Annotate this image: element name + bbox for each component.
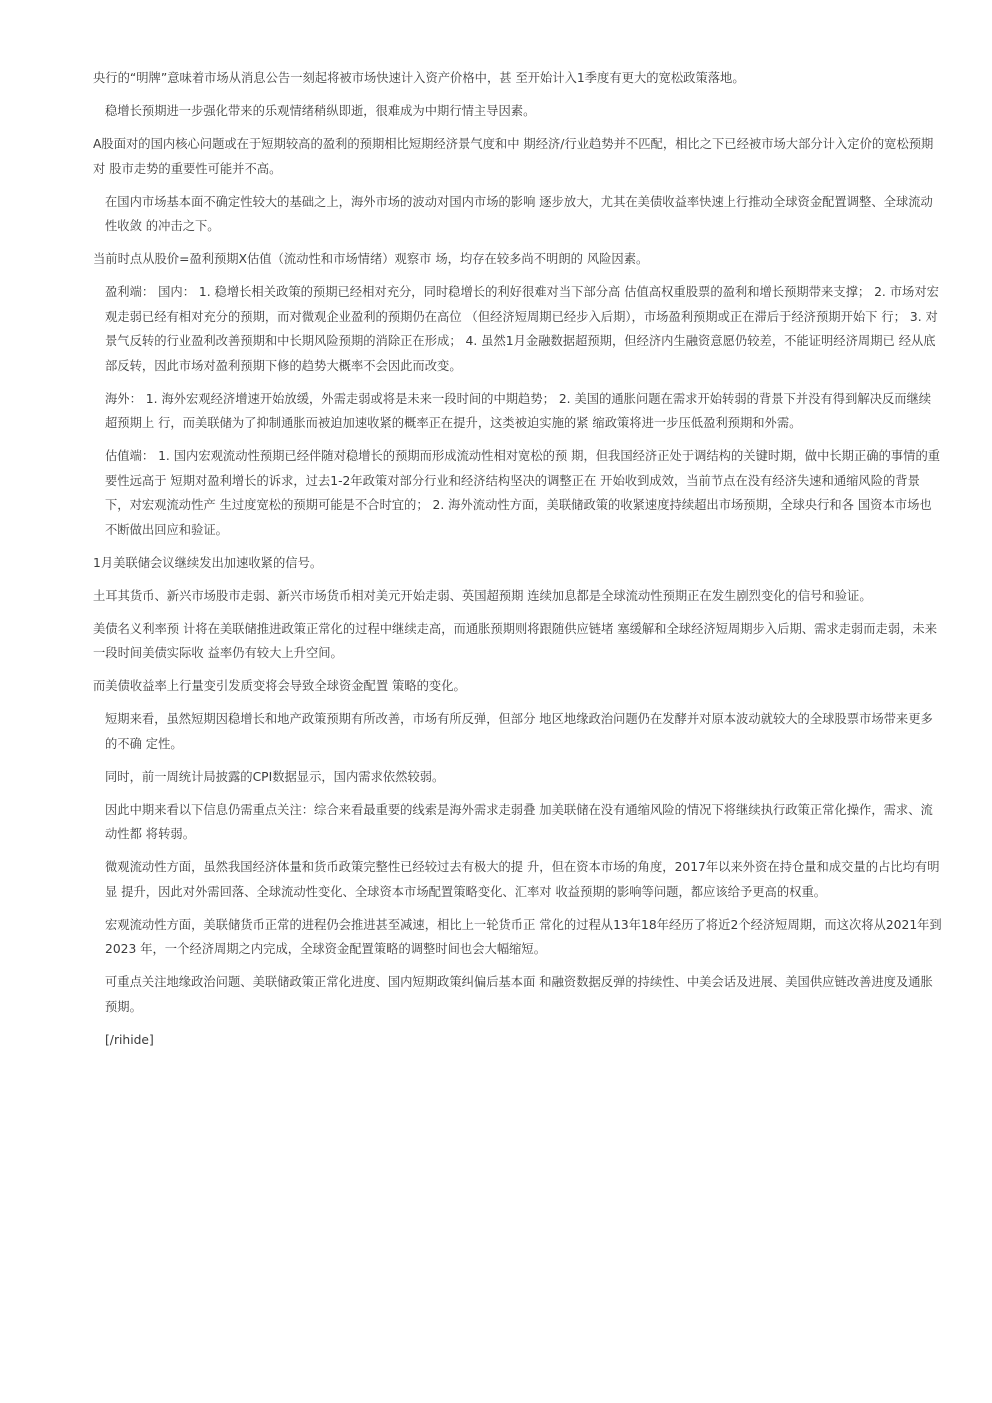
paragraph-cpi-data: 同时，前一周统计局披露的CPI数据显示，国内需求依然较弱。 <box>105 769 445 784</box>
paragraph-valuation: 估值端： 1. 国内宏观流动性预期已经伴随对稳增长的预期而形成流动性相对宽松的预 期，但我国经济正处于调结构的关键时期，做中长期正确的事情的重要性远高于 短期对盈利增长的诉求，过去1-2年政策对部分行业和经济结构坚决的调整正在 开始收到成效，当前节点在没有经济失速和通缩风险的背景下，对宏观流动性产 生过度宽松的预期可能是不合时宜的； 2. 海外流动性方面，美联储政策的收紧速度持续超出市场预期，全球央行和各 国资本市场也不断做出回应和验证。 <box>105 449 941 537</box>
paragraph-earnings-domestic: 盈利端： 国内： 1. 稳增长相关政策的预期已经相对充分，同时稳增长的利好很难对当下部分高 估值高权重股票的盈利和增长预期带来支撑； 2. 市场对宏观走弱已经有相对充分的预期，而对微观企业盈利的预期仍在高位 （但经济短周期已经步入后期），市场盈利预期或正在滞后于经济预期开始下 行； 3. 对景气反转的行业盈利改善预期和中长期风险预期的消除正在形成； 4. 虽然1月金融数据超预期，但经济内生融资意愿仍较差，不能证明经济周期已 经从底部反转，因此市场对盈利预期下修的趋势大概率不会因此而改变。 <box>105 285 939 373</box>
paragraph-hide-tag: [/rihide] <box>105 1032 154 1047</box>
paragraph-medium-term-focus: 因此中期来看以下信息仍需重点关注：综合来看最重要的线索是海外需求走弱叠 加美联储在没有通缩风险的情况下将继续执行政策正常化操作，需求、流动性都 将转弱。 <box>105 802 933 841</box>
paragraph-fed-january: 1月美联储会议继续发出加速收紧的信号。 <box>93 555 323 570</box>
paragraph-earnings-overseas: 海外： 1. 海外宏观经济增速开始放缓，外需走弱或将是未来一段时间的中期趋势； 2. 美国的通胀问题在需求开始转弱的背景下并没有得到解决反而继续超预期上 行，而美联储为了抑制通胀而被迫加速收紧的概率正在提升，这类被迫实施的紧 缩政策将进一步压低盈利预期和外需。 <box>105 391 932 430</box>
paragraph-key-watch-items: 可重点关注地缘政治问题、美联储政策正常化进度、国内短期政策纠偏后基本面 和融资数据反弹的持续性、中美会话及进展、美国供应链改善进度及通胀预期。 <box>105 975 933 1014</box>
paragraph-overseas-volatility: 在国内市场基本面不确定性较大的基础之上，海外市场的波动对国内市场的影响 逐步放大，尤其在美债收益率快速上行推动全球资金配置调整、全球流动性收敛 的冲击之下。 <box>105 194 933 233</box>
paragraph-a-share-core-issue: A股面对的国内核心问题或在于短期较高的盈利的预期相比短期经济景气度和中 期经济/行业趋势并不匹配，相比之下已经被市场大部分计入定价的宽松预期对 股市走势的重要性可能并不高。 <box>93 137 934 176</box>
paragraph-emerging-markets: 土耳其货币、新兴市场股市走弱、新兴市场货币相对美元开始走弱、英国超预期 连续加息都是全球流动性预期正在发生剧烈变化的信号和验证。 <box>93 588 872 603</box>
paragraph-price-formula: 当前时点从股价=盈利预期X估值（流动性和市场情绪）观察市 场，均存在较多尚不明朗的 风险因素。 <box>93 252 649 266</box>
paragraph-capital-allocation: 而美债收益率上行量变引发质变将会导致全球资金配置 策略的变化。 <box>93 679 466 693</box>
paragraph-macro-liquidity: 宏观流动性方面，美联储货币正常的进程仍会推进甚至减速，相比上一轮货币正 常化的过程从13年18年经历了将近2个经济短周期，而这次将从2021年到2023 年，一个经济周期之内完成，全球资金配置策略的调整时间也会大幅缩短。 <box>105 917 942 956</box>
paragraph-micro-liquidity: 微观流动性方面，虽然我国经济体量和货币政策完整性已经较过去有极大的提 升，但在资本市场的角度，2017年以来外资在持仓量和成交量的占比均有明显 提升，因此对外需回落、全球流动性变化、全球资本市场配置策略变化、汇率对 收益预期的影响等问题，都应该给予更高的权重。 <box>105 860 940 899</box>
paragraph-growth-expectation: 稳增长预期进一步强化带来的乐观情绪稍纵即逝，很难成为中期行情主导因素。 <box>105 104 536 118</box>
document-body <box>93 66 943 1061</box>
paragraph-central-bank-signal: 央行的“明牌”意味着市场从消息公告一刻起将被市场快速计入资产价格中，甚 至开始计入1季度有更大的宽松政策落地。 <box>93 71 745 85</box>
paragraph-short-term: 短期来看，虽然短期因稳增长和地产政策预期有所改善，市场有所反弹，但部分 地区地缘政治问题仍在发酵并对原本波动就较大的全球股票市场带来更多的不确 定性。 <box>105 712 933 751</box>
paragraph-us-treasury-rates: 美债名义利率预 计将在美联储推进政策正常化的过程中继续走高，而通胀预期则将跟随供应链堵 塞缓解和全球经济短周期步入后期、需求走弱而走弱，未来一段时间美债实际收 益率仍有较大上升空间。 <box>93 621 938 660</box>
